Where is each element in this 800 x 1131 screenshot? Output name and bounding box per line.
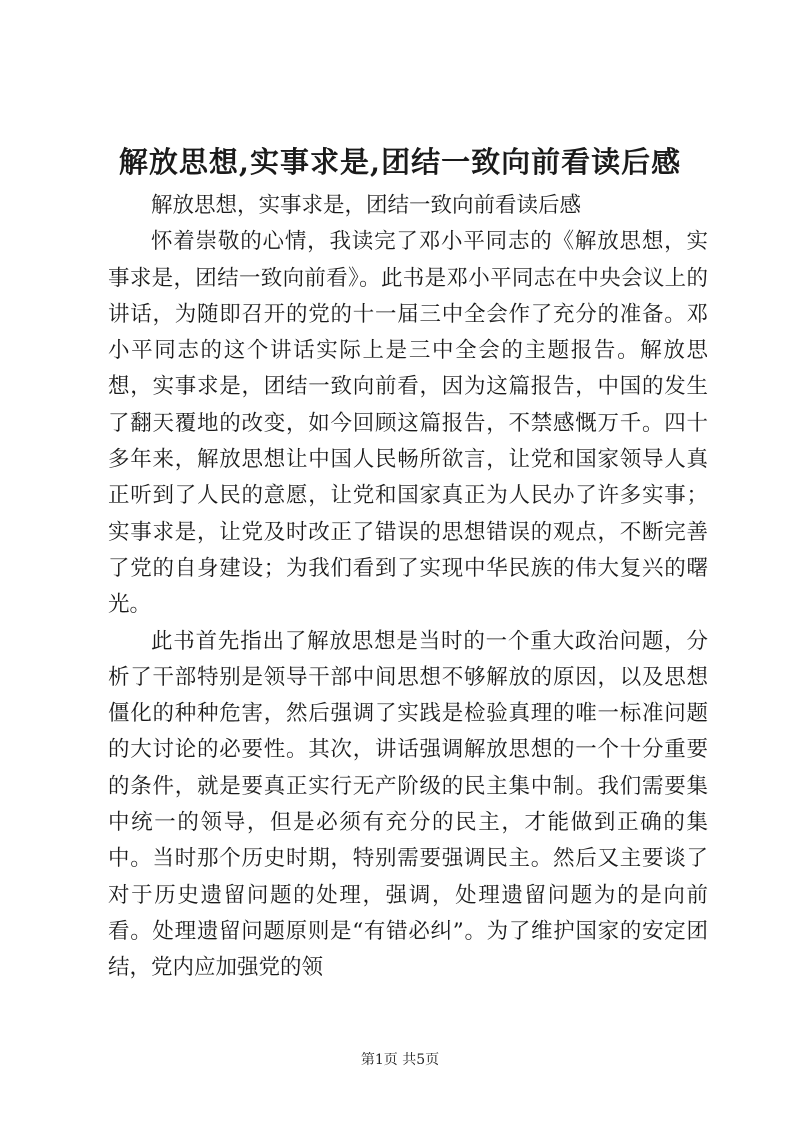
- document-body: [108, 188, 708, 987]
- page-number-footer: 第1页 共5页: [360, 1052, 440, 1068]
- body-paragraph-1: 怀着崇敬的心情，我读完了邓小平同志的《解放思想，实事求是，团结一致向前看》。此书是邓小平同志在中央会议上的讲话，为随即召开的党的十一届三中全会作了充分的准备。邓小平同志的这个讲话实际上是三中全会的主题报告。解放思想，实事求是，团结一致向前看，因为这篇报告，中国的发生了翻天覆地的改变，如今回顾这篇报告，不禁感慨万千。四十多年来，解放思想让中国人民畅所欲言，让党和国家领导人真正听到了人民的意愿，让党和国家真正为人民办了许多实事；实事求是，让党及时改正了错误的思想错误的观点，不断完善了党的自身建设；为我们看到了实现中华民族的伟大复兴的曙光。: [108, 229, 708, 618]
- subtitle-paragraph: 解放思想，实事求是，团结一致向前看读后感: [151, 193, 582, 218]
- body-paragraph-2: 此书首先指出了解放思想是当时的一个重大政治问题，分析了干部特别是领导干部中间思想不够解放的原因，以及思想僵化的种种危害，然后强调了实践是检验真理的唯一标准问题的大讨论的必要性。其次，讲话强调解放思想的一个十分重要的条件，就是要真正实行无产阶级的民主集中制。我们需要集中统一的领导，但是必须有充分的民主，才能做到正确的集中。当时那个历史时期，特别需要强调民主。然后又主要谈了对于历史遗留问题的处理，强调，处理遗留问题为的是向前看。处理遗留问题原则是“有错必纠”。为了维护国家的安定团结，党内应加强党的领: [108, 628, 708, 981]
- document-title: 解放思想,实事求是,团结一致向前看读后感: [118, 145, 682, 179]
